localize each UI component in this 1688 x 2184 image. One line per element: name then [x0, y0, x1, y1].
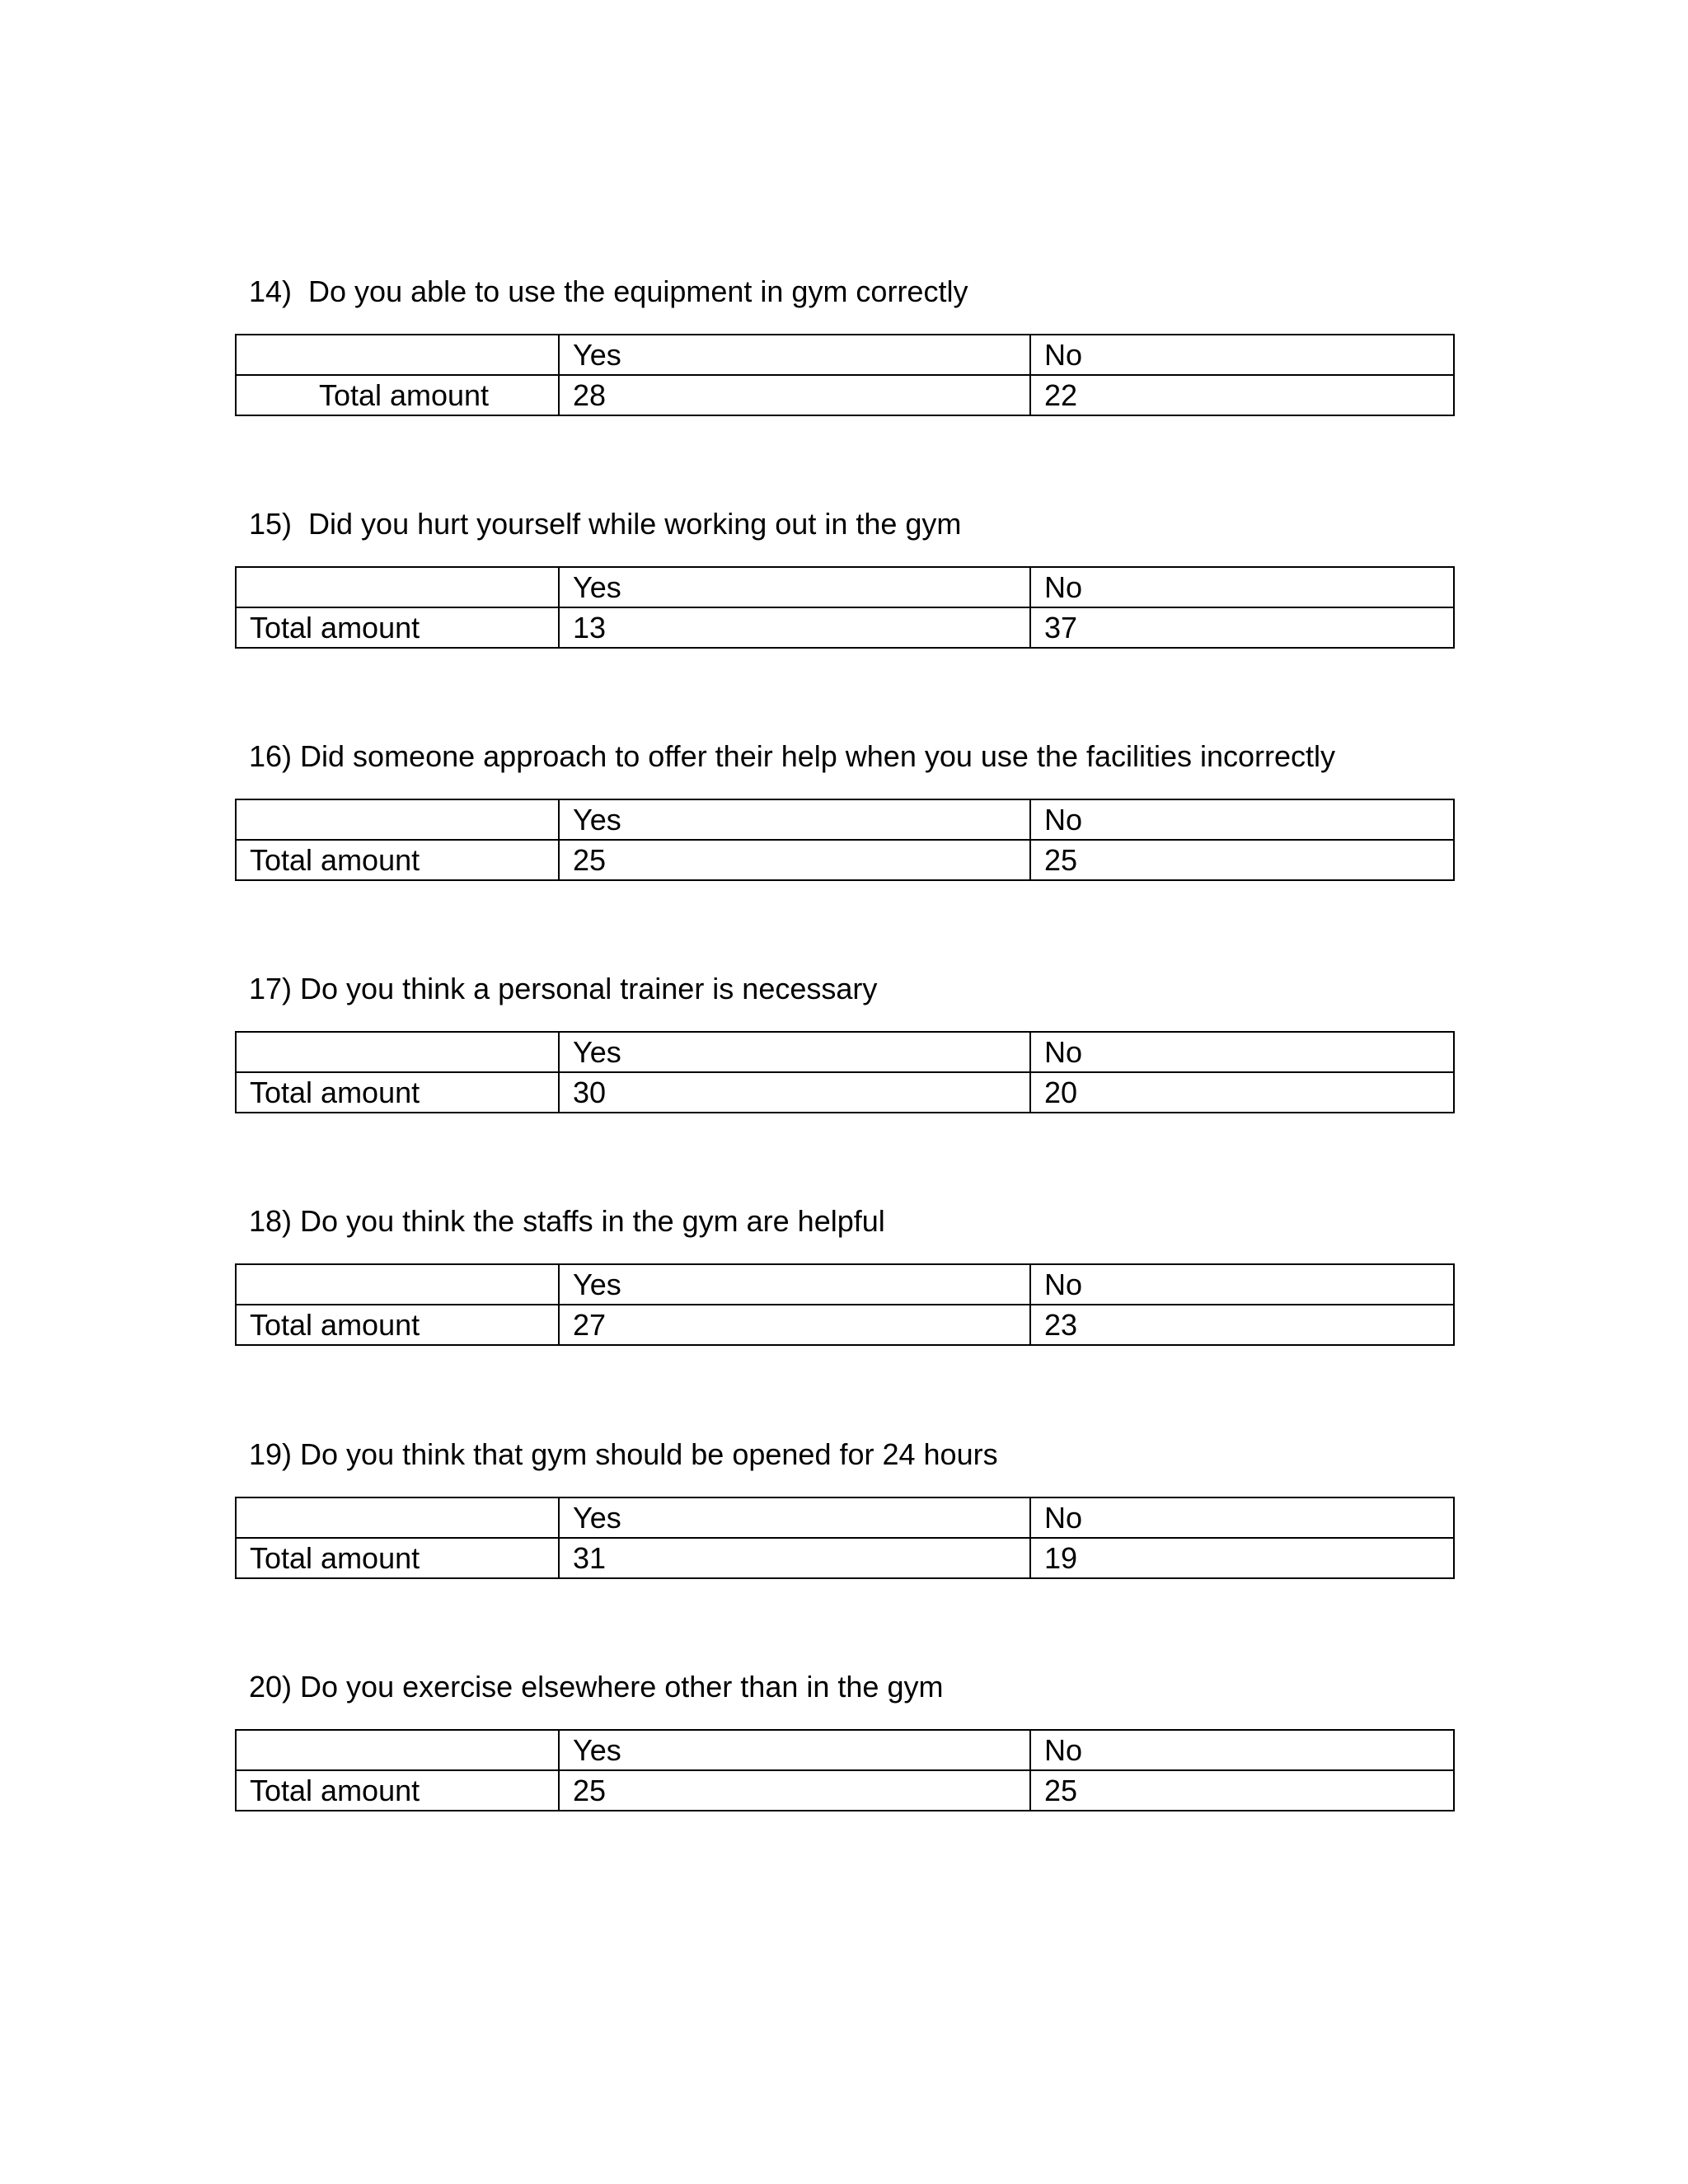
response-table — [235, 334, 1455, 416]
question-text: Do you think the staffs in the gym are helpful — [300, 1204, 885, 1238]
row-label: Total amount — [236, 1770, 559, 1811]
table-row — [236, 1770, 1454, 1811]
response-table — [235, 1729, 1455, 1811]
question-heading — [249, 738, 1335, 775]
question-heading — [249, 1436, 998, 1473]
no-count: 37 — [1030, 607, 1454, 648]
question-heading — [249, 971, 877, 1007]
header-no: No — [1030, 1032, 1454, 1072]
header-yes: Yes — [559, 567, 1030, 607]
header-yes: Yes — [559, 799, 1030, 840]
header-yes: Yes — [559, 1264, 1030, 1305]
header-yes: Yes — [559, 1032, 1030, 1072]
no-count: 23 — [1030, 1305, 1454, 1345]
table-row — [236, 607, 1454, 648]
yes-count: 30 — [559, 1072, 1030, 1113]
table-header-row — [236, 1264, 1454, 1305]
question-heading — [249, 274, 968, 310]
row-label: Total amount — [236, 375, 559, 415]
header-empty-cell — [236, 799, 559, 840]
header-no: No — [1030, 1264, 1454, 1305]
header-no: No — [1030, 567, 1454, 607]
question-text: Do you think that gym should be opened for 24 hours — [300, 1437, 998, 1471]
no-count: 19 — [1030, 1538, 1454, 1578]
no-count: 25 — [1030, 1770, 1454, 1811]
header-empty-cell — [236, 567, 559, 607]
yes-count: 31 — [559, 1538, 1030, 1578]
question-number: 19) — [249, 1437, 293, 1471]
header-no: No — [1030, 1497, 1454, 1538]
response-table — [235, 566, 1455, 649]
question-number: 15) — [249, 507, 293, 541]
question-number: 18) — [249, 1204, 293, 1238]
table-row — [236, 1305, 1454, 1345]
response-table — [235, 1031, 1455, 1113]
header-no: No — [1030, 1730, 1454, 1770]
question-text: Do you exercise elsewhere other than in the gym — [300, 1670, 944, 1704]
response-table — [235, 1497, 1455, 1579]
header-yes: Yes — [559, 1730, 1030, 1770]
response-table — [235, 1263, 1455, 1346]
table-header-row — [236, 1032, 1454, 1072]
question-heading — [249, 1203, 885, 1240]
yes-count: 25 — [559, 1770, 1030, 1811]
table-header-row — [236, 1730, 1454, 1770]
question-text: Did you hurt yourself while working out in the gym — [308, 507, 962, 541]
header-empty-cell — [236, 1730, 559, 1770]
header-empty-cell — [236, 1032, 559, 1072]
table-header-row — [236, 567, 1454, 607]
row-label: Total amount — [236, 1305, 559, 1345]
question-number: 14) — [249, 274, 293, 308]
yes-count: 27 — [559, 1305, 1030, 1345]
row-label: Total amount — [236, 840, 559, 880]
question-heading — [249, 1669, 943, 1705]
row-label: Total amount — [236, 1072, 559, 1113]
table-row — [236, 840, 1454, 880]
header-yes: Yes — [559, 335, 1030, 375]
table-row — [236, 375, 1454, 415]
header-empty-cell — [236, 1264, 559, 1305]
table-header-row — [236, 1497, 1454, 1538]
no-count: 20 — [1030, 1072, 1454, 1113]
question-text: Do you think a personal trainer is necessary — [300, 972, 878, 1005]
header-empty-cell — [236, 1497, 559, 1538]
header-yes: Yes — [559, 1497, 1030, 1538]
table-header-row — [236, 335, 1454, 375]
header-no: No — [1030, 335, 1454, 375]
no-count: 25 — [1030, 840, 1454, 880]
no-count: 22 — [1030, 375, 1454, 415]
row-label: Total amount — [236, 607, 559, 648]
header-empty-cell — [236, 335, 559, 375]
question-text: Did someone approach to offer their help when you use the facilities incorrectly — [300, 739, 1336, 773]
question-number: 20) — [249, 1670, 293, 1704]
table-row — [236, 1538, 1454, 1578]
yes-count: 28 — [559, 375, 1030, 415]
question-heading — [249, 506, 961, 542]
table-row — [236, 1072, 1454, 1113]
response-table — [235, 799, 1455, 881]
question-text: Do you able to use the equipment in gym correctly — [308, 274, 968, 308]
table-header-row — [236, 799, 1454, 840]
yes-count: 13 — [559, 607, 1030, 648]
row-label: Total amount — [236, 1538, 559, 1578]
question-number: 17) — [249, 972, 293, 1005]
header-no: No — [1030, 799, 1454, 840]
question-number: 16) — [249, 739, 293, 773]
yes-count: 25 — [559, 840, 1030, 880]
